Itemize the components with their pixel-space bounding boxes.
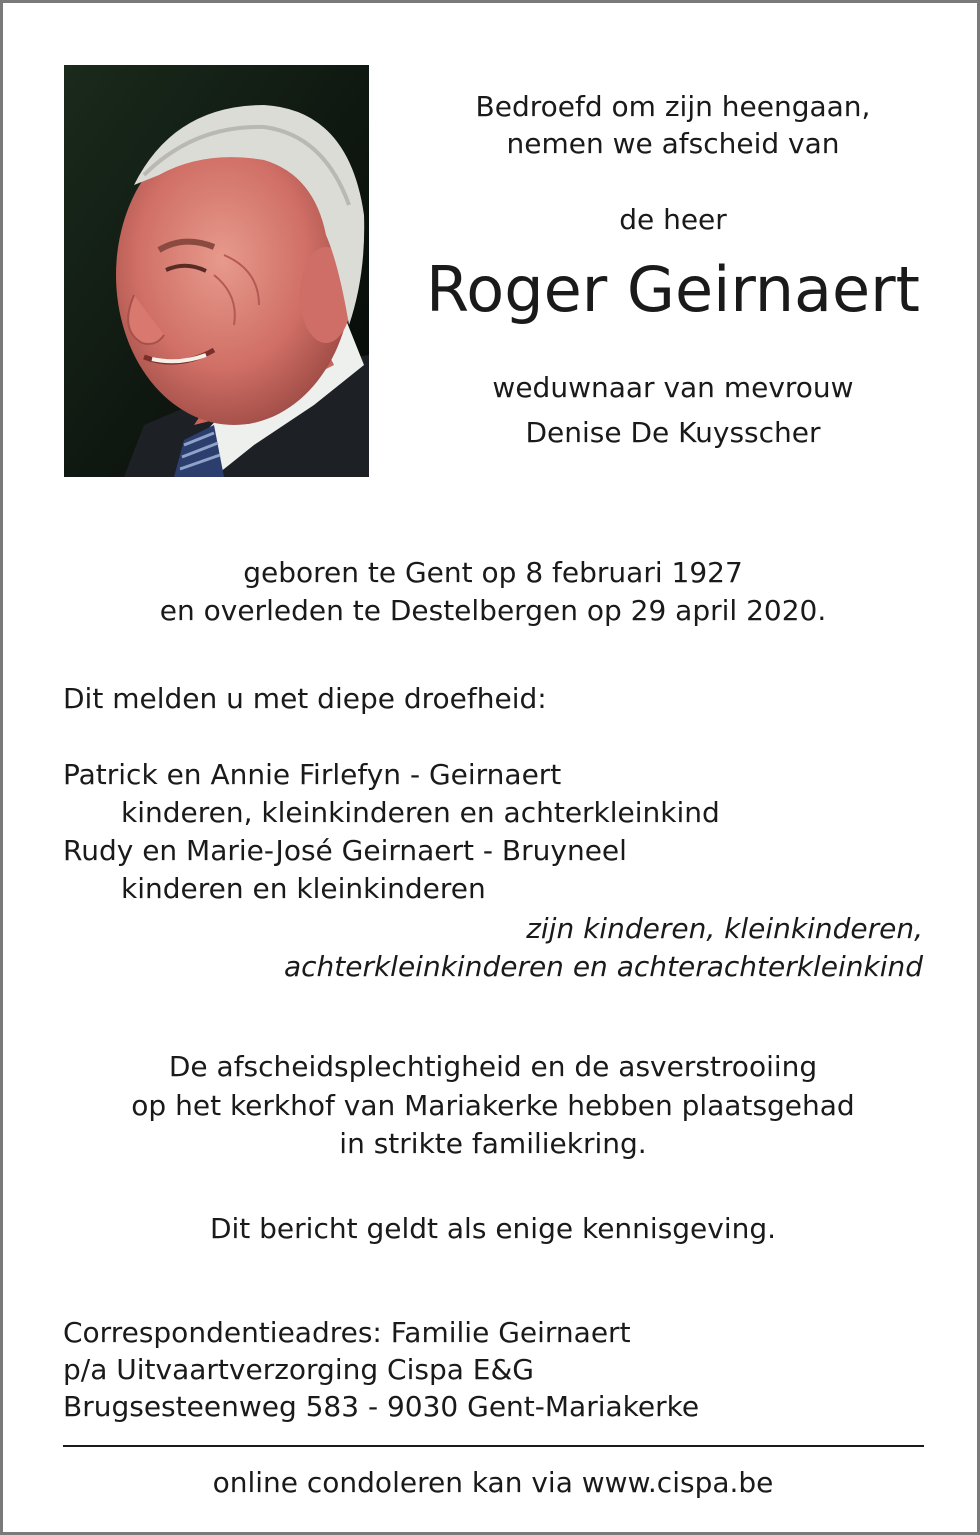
family-member-names: Rudy en Marie-José Geirnaert - Bruyneel — [63, 834, 627, 867]
death-line: en overleden te Destelbergen op 29 april 2020. — [159, 594, 827, 627]
family-closing-line-1: zijn kinderen, kleinkinderen, — [526, 912, 923, 945]
family-member-relation: kinderen, kleinkinderen en achterkleinkind — [121, 796, 720, 829]
notice-line: Dit bericht geldt als enige kennisgeving. — [209, 1212, 777, 1245]
intro-line-2: nemen we afscheid van — [506, 127, 840, 160]
divider — [63, 1445, 924, 1447]
ceremony-line-1: De afscheidsplechtigheid en de asverstrooiing — [168, 1050, 818, 1083]
title-line: de heer — [619, 203, 727, 236]
address-line-1: Correspondentieadres: Familie Geirnaert — [63, 1316, 631, 1349]
family-intro: Dit melden u met diepe droefheid: — [63, 682, 547, 715]
deceased-name: Roger Geirnaert — [426, 253, 920, 326]
condolence-line: online condoleren kan via www.cispa.be — [212, 1466, 774, 1499]
ceremony-line-3: in strikte familiekring. — [339, 1127, 647, 1160]
ceremony-line-2: op het kerkhof van Mariakerke hebben plaatsgehad — [131, 1089, 855, 1122]
intro-line-1: Bedroefd om zijn heengaan, — [475, 90, 871, 123]
spouse-line-2: Denise De Kuysscher — [525, 416, 821, 449]
family-member-relation: kinderen en kleinkinderen — [121, 872, 486, 905]
address-line-2: p/a Uitvaartverzorging Cispa E&G — [63, 1353, 534, 1386]
family-member-names: Patrick en Annie Firlefyn - Geirnaert — [63, 758, 562, 791]
portrait-photo — [64, 65, 369, 477]
birth-line: geboren te Gent op 8 februari 1927 — [243, 556, 743, 589]
address-line-3: Brugsesteenweg 583 - 9030 Gent-Mariakerke — [63, 1390, 700, 1423]
spouse-line-1: weduwnaar van mevrouw — [492, 371, 854, 404]
family-closing-line-2: achterkleinkinderen en achterachterkleinkind — [283, 950, 923, 983]
